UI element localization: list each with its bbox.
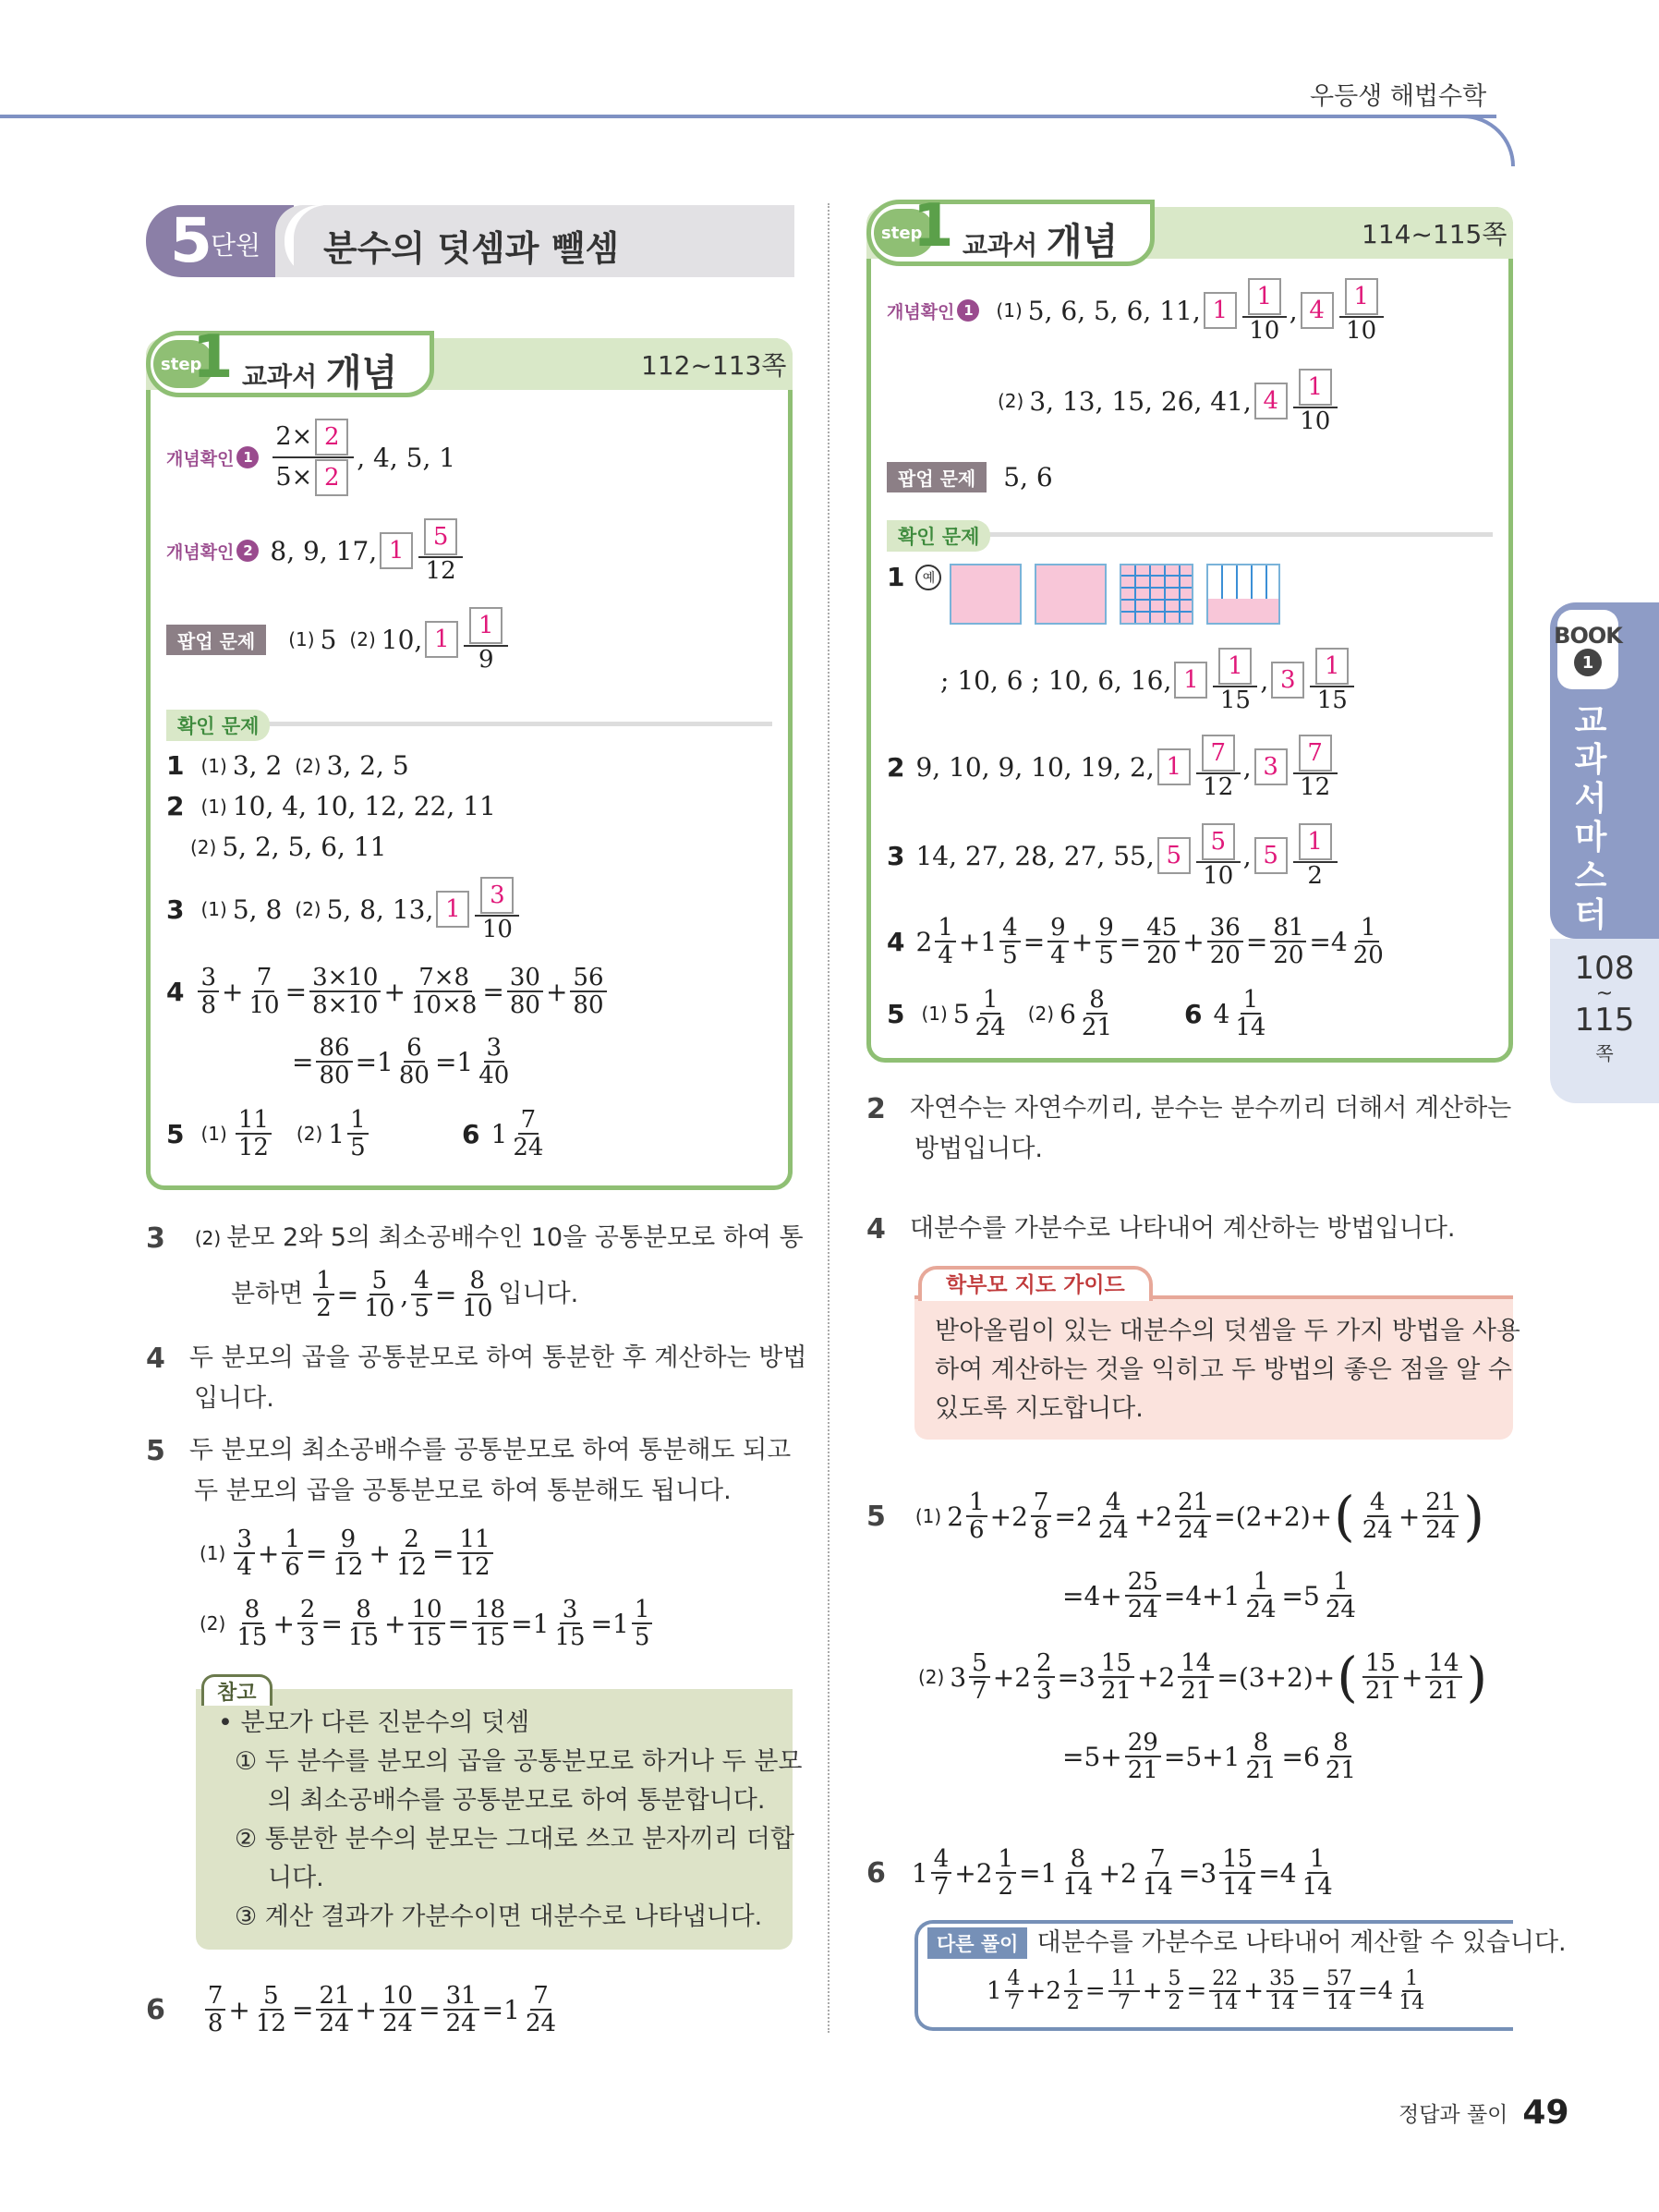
column-divider [828, 203, 830, 2033]
left-step-num: 1 [192, 323, 234, 392]
guide-tag: 학부모 지도 가이드 [918, 1266, 1153, 1301]
left-concept-1: 개념확인 1 $\frac{2\times 2}{5\times 2}$ , 4, 5, 1 [166, 418, 455, 497]
note-tag: 참고 [201, 1674, 272, 1706]
right-exp-5a-line2: = 4 + $\frac{25}{24}$ = 4 + 1 $\frac{1}{24}$ = 5 $\frac{1}{24}$ [1062, 1568, 1356, 1624]
right-q1-answer: ; 10, 6 ; 10, 6, 16, 1 $\frac{1}{15}$ , 3 $\frac{1}{15}$ [940, 647, 1357, 713]
other-solution-math: 1 $\frac{4}{7}$ + 2 $\frac{1}{2}$ = $\frac{11}{7}$ + $\frac{5}{2}$ = $\frac{22}{14}$ + $\frac{35}{14}$ = $\frac{57}{14}$ = 4 $\frac{1}{14}$ [987, 1967, 1425, 2014]
header-curve [1441, 115, 1515, 166]
left-exp-3: 3 (2) 분모 2와 5의 최소공배수인 10을 공통분모로 하여 통 [146, 1221, 804, 1255]
right-step-title: 교과서 개념 [963, 221, 1119, 263]
example-grid-3 [1120, 564, 1193, 625]
right-exp-2-line2: 방법입니다. [914, 1135, 1043, 1163]
right-step-word: step [881, 224, 923, 243]
left-q6: 6 1 $\frac{7}{24}$ [462, 1106, 544, 1162]
side-pages: 108 ~ 115 쪽 [1550, 939, 1659, 1103]
other-solution-line: 다른 풀이 대분수를 가분수로 나타내어 계산할 수 있습니다. [927, 1924, 1567, 1963]
left-step-title: 교과서 개념 [242, 352, 398, 395]
right-step-num: 1 [913, 192, 954, 261]
unit-title: 분수의 덧셈과 뺄셈 [323, 228, 620, 269]
header-brand: 우등생 해법수학 [1310, 82, 1487, 111]
side-book-badge: BOOK 1 [1557, 610, 1618, 689]
right-q4: 4 2 $\frac{1}{4}$ + 1 $\frac{4}{5}$ = $\frac{9}{4}$ + $\frac{9}{5}$ = $\frac{45}{20}$ + $\frac{36}{20}$ = $\frac{81}{20}$ = 4 $\frac{1}{20}$ [887, 914, 1384, 970]
unit-word: 단원 [211, 230, 261, 261]
left-exp-5: 5 두 분모의 최소공배수를 공통분모로 하여 통분해도 되고 [146, 1434, 792, 1467]
right-step-pages: 114~115쪽 [1362, 219, 1508, 249]
right-concept-1: 개념확인 1 (1) 5, 6, 5, 6, 11, 1 $\frac{1}{10}$ , 4 $\frac{1}{10}$ [887, 277, 1387, 344]
left-q2b: (2) 5, 2, 5, 6, 11 [190, 832, 387, 862]
left-q1: 1 (1) 3, 2 (2) 3, 2, 5 [166, 750, 409, 781]
right-q1: 1 예 [887, 562, 941, 592]
unit-banner [146, 205, 794, 277]
right-q3: 3 14, 27, 28, 27, 55, 5 $\frac{5}{10}$ , 5 $\frac{1}{2}$ [887, 822, 1340, 889]
left-check-label: 확인 문제 [166, 710, 270, 741]
right-check-label: 확인 문제 [887, 520, 990, 552]
left-exp-6: 6 $\frac{7}{8}$ + $\frac{5}{12}$ = $\frac{21}{24}$ + $\frac{10}{24}$ = $\frac{31}{24}$ = 1 $\frac{7}{24}$ [146, 1982, 557, 2038]
right-exp-6: 6 1 $\frac{4}{7}$ + 2 $\frac{1}{2}$ = 1 $\frac{8}{14}$ + 2 $\frac{7}{14}$ = 3 $\frac{15}{14}$ = 4 $\frac{1}{14}$ [866, 1845, 1333, 1902]
right-q5: 5 (1) 5 $\frac{1}{24}$ (2) 6 $\frac{8}{21}$ [887, 986, 1113, 1042]
left-q3: 3 (1) 5, 8 (2) 5, 8, 13, 1 $\frac{3}{10}$ [166, 876, 522, 942]
left-exp-4-line2: 입니다. [194, 1384, 274, 1413]
footer: 정답과 풀이 49 [1399, 2094, 1569, 2132]
note-lines: • 분모가 다른 진분수의 덧셈 ① 두 분수를 분모의 곱을 공통분모로 하거나 두 분모 의 최소공배수를 공통분모로 하여 통분합니다. ② 통분한 분수의 분모는 그대로 쓰고 분자끼리 더합 니다. ③ 계산 결과가 가분수이면 대분수로 나타냅니다. [218, 1708, 803, 1931]
left-exp-4: 4 두 분모의 곱을 공통분모로 하여 통분한 후 계산하는 방법 [146, 1342, 807, 1375]
example-grid-4 [1206, 564, 1280, 625]
right-exp-4: 4 대분수를 가분수로 나타내어 계산하는 방법입니다. [866, 1212, 1456, 1246]
left-step-pages: 112~113쪽 [641, 350, 787, 381]
left-q4: 4 $\frac{3}{8}$ + $\frac{7}{10}$ = $\frac{3\times 10}{8\times 10}$ + $\frac{7\times 8}{10\times 8}$ = $\frac{30}{80}$ + $\frac{56}{80}$ [166, 965, 610, 1018]
left-popup: 팝업 문제 (1) 5 (2) 10, 1 $\frac{1}{9}$ [166, 606, 511, 673]
left-exp-5-line2: 두 분모의 곱을 공통분모로 하여 통분해도 됩니다. [194, 1477, 732, 1505]
example-grid-1 [950, 564, 1022, 625]
left-exp-3-line2: 분하면 $\frac{1}{2}$ = $\frac{5}{10}$ , $\frac{4}{5}$ = $\frac{8}{10}$ 입니다. [231, 1267, 579, 1323]
right-q6: 6 4 $\frac{1}{14}$ [1184, 986, 1266, 1042]
left-exp-5a: (1) $\frac{3}{4}$ + $\frac{1}{6}$ = $\frac{9}{12}$ + $\frac{2}{12}$ = $\frac{11}{12}$ [194, 1526, 496, 1580]
right-exp-5a: 5 (1) 2 $\frac{1}{6}$ + 2 $\frac{7}{8}$ = 2 $\frac{4}{24}$ + 2 $\frac{21}{24}$ = (2+2) + ( $\frac{4}{24}$ + $\frac{21}{24}$ ) [866, 1485, 1485, 1549]
left-q2: 2 (1) 10, 4, 10, 12, 22, 11 [166, 791, 496, 821]
left-q4-line2: = $\frac{86}{80}$ = 1 $\frac{6}{80}$ = 1 $\frac{3}{40}$ [292, 1034, 510, 1090]
left-exp-5b: (2) $\frac{8}{15}$ + $\frac{2}{3}$ = $\frac{8}{15}$ + $\frac{10}{15}$ = $\frac{18}{15}$ = 1 $\frac{3}{15}$ = 1 $\frac{1}{5}$ [194, 1597, 655, 1650]
left-q5: 5 (1) $\frac{11}{12}$ (2) 1 $\frac{1}{5}$ [166, 1107, 371, 1161]
header-line [0, 115, 1496, 118]
right-q2: 2 9, 10, 9, 10, 19, 2, 1 $\frac{7}{12}$ , 3 $\frac{7}{12}$ [887, 734, 1340, 800]
right-popup: 팝업 문제 5, 6 [887, 462, 1053, 492]
side-vertical-title: 교 과 서 마 스 터 [1574, 702, 1607, 934]
right-exp-5b-line2: = 5 + $\frac{29}{21}$ = 5 + 1 $\frac{8}{21}$ = 6 $\frac{8}{21}$ [1062, 1729, 1356, 1785]
left-step-word: step [161, 355, 202, 374]
right-exp-2: 2 자연수는 자연수끼리, 분수는 분수끼리 더해서 계산하는 [866, 1092, 1512, 1125]
guide-lines: 받아올림이 있는 대분수의 덧셈을 두 가지 방법을 사용 하여 계산하는 것을 익히고 두 방법의 좋은 점을 알 수 있도록 지도합니다. [935, 1317, 1520, 1423]
right-concept-1b: (2) 3, 13, 15, 26, 41, 4 $\frac{1}{10}$ [992, 368, 1340, 434]
example-grid-2 [1035, 564, 1107, 625]
right-exp-5b: (2) 3 $\frac{5}{7}$ + 2 $\frac{2}{3}$ = 3 $\frac{15}{21}$ + 2 $\frac{14}{21}$ = (3+2) + ( $\frac{15}{21}$ + $\frac{14}{21}$ ) [918, 1646, 1488, 1709]
unit-number: 5 [170, 205, 212, 276]
left-concept-2: 개념확인 2 8, 9, 17, 1 $\frac{5}{12}$ [166, 517, 466, 584]
